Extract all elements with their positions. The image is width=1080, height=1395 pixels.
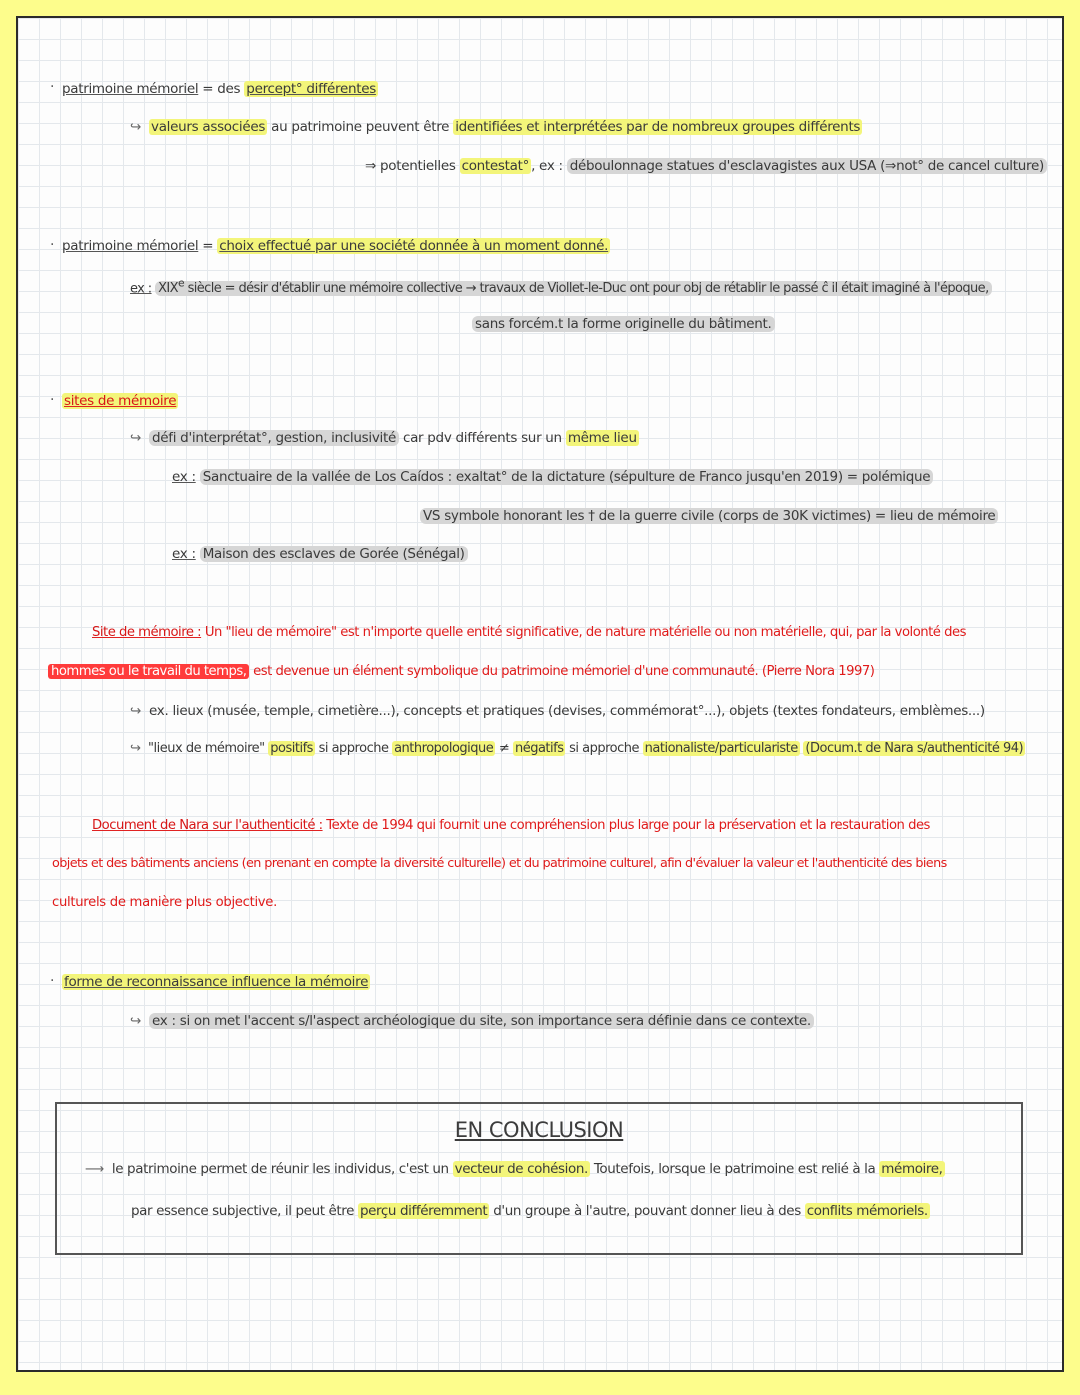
section3-line4 xyxy=(420,508,998,524)
definition-term: Document de Nara sur l'authenticité : xyxy=(92,818,323,833)
heading-term: sites de mémoire xyxy=(64,393,177,409)
highlight-text: conflits mémoriels. xyxy=(806,1203,928,1219)
section2-line3 xyxy=(472,316,775,332)
ex-label: ex : xyxy=(130,281,152,297)
highlight-text: contestat° xyxy=(461,158,530,174)
plain-text: siècle = désir d'établir une mémoire collective → travaux de Viollet-le-Duc ont pour obj de rétablir le passé ĉ il était imaginé à l'époque, xyxy=(187,281,989,297)
definition-text: Texte de 1994 qui fournit une compréhension plus large pour la préservation et la restauration des xyxy=(326,818,930,833)
highlight-text: mémoire, xyxy=(881,1161,943,1177)
plain-text: ex. lieux (musée, temple, cimetière...), concepts et pratiques (devises, commémorat°...), objets (textes fondateurs, emblèmes...) xyxy=(149,703,985,719)
definition-text: Un "lieu de mémoire" est n'importe quelle entité significative, de nature matérielle ou non matérielle, qui, par la volonté des xyxy=(204,625,966,640)
heading-highlight: choix effectué par une société donnée à un moment donné. xyxy=(219,238,609,254)
ex-label: ex : xyxy=(172,546,196,562)
plain-text: Toutefois, lorsque le patrimoine est relié à la xyxy=(593,1161,876,1177)
section3-line3 xyxy=(172,469,933,485)
section2-line2 xyxy=(130,277,992,296)
conclusion-title-text: EN CONCLUSION xyxy=(454,1118,624,1142)
heading-sep: = xyxy=(202,238,214,254)
plain-text: au patrimoine peuvent être xyxy=(271,119,450,135)
plain-text: le patrimoine permet de réunir les individus, c'est un xyxy=(111,1161,449,1177)
definition2-line2 xyxy=(52,856,947,871)
grey-highlight-text: ex : si on met l'accent s/l'aspect archéologique du site, son importance sera définie dans ce contexte. xyxy=(149,1013,814,1029)
definition-text: est devenue un élément symbolique du patrimoine mémoriel d'une communauté. (Pierre Nora 1997) xyxy=(253,664,875,679)
grey-highlight-text: déboulonnage statues d'esclavagistes aux USA (⇒not° de cancel culture) xyxy=(567,158,1047,174)
section1-line3 xyxy=(365,158,1047,174)
grey-highlight-text: Sanctuaire de la vallée de Los Caídos : exaltat° de la dictature (sépulture de Franco jusqu'en 2019) = polémique xyxy=(200,469,934,485)
definition1-ex-line xyxy=(130,703,985,719)
definition2-line1 xyxy=(92,818,930,833)
highlight-text: identifiées et interprétées par de nombreux groupes différents xyxy=(455,119,861,135)
section1-line2 xyxy=(130,119,862,135)
definition2-line3 xyxy=(52,895,277,910)
hook-arrow-icon: ↪ xyxy=(130,741,141,756)
heading-highlight: forme de reconnaissance influence la mémoire xyxy=(64,974,369,990)
plain-text: ⇒ potentielles xyxy=(365,158,456,174)
ex-label: ex : xyxy=(172,469,196,485)
definition1-line1 xyxy=(92,625,966,640)
hook-arrow-icon: ↪ xyxy=(130,119,142,135)
conclusion-line1 xyxy=(85,1161,945,1177)
century: XIX xyxy=(158,281,178,297)
hook-arrow-icon: ↪ xyxy=(130,430,142,446)
heading-term: patrimoine mémoriel xyxy=(62,81,199,97)
conclusion-box xyxy=(55,1102,1023,1255)
heading-highlight: percept° différentes xyxy=(246,81,376,97)
definition-term: Site de mémoire : xyxy=(92,625,202,640)
grey-highlight-text: sans forcém.t la forme originelle du bâtiment. xyxy=(472,316,775,332)
plain-text: par essence subjective, il peut être xyxy=(131,1203,355,1219)
section1-heading xyxy=(62,81,378,97)
conclusion-line2 xyxy=(131,1203,930,1219)
grey-highlight-text: VS symbole honorant les † de la guerre civile (corps de 30K victimes) = lieu de mémoire xyxy=(420,508,998,524)
highlight-text: nationaliste/particulariste xyxy=(644,741,798,756)
definition1-line2 xyxy=(48,664,874,679)
red-highlight-text: hommes ou le travail du temps, xyxy=(48,664,249,679)
section2-heading xyxy=(62,238,610,254)
grey-highlight-text xyxy=(155,277,991,297)
bullet-dot: · xyxy=(50,973,55,989)
bullet-dot: · xyxy=(50,237,55,253)
section4-line2 xyxy=(130,1013,814,1029)
highlight-text: négatifs xyxy=(514,741,564,756)
grey-highlight-text: Maison des esclaves de Gorée (Sénégal) xyxy=(200,546,468,562)
plain-text: d'un groupe à l'autre, pouvant donner lieu à des xyxy=(493,1203,801,1219)
highlight-text: valeurs associées xyxy=(151,119,266,135)
highlight-text: positifs xyxy=(270,741,313,756)
plain-text: si approche xyxy=(318,741,389,756)
highlight-text: (Docum.t de Nara s/authenticité 94) xyxy=(805,741,1024,756)
section3-line5 xyxy=(172,546,468,562)
section3-line2 xyxy=(130,430,639,446)
definition1-line4 xyxy=(130,741,1025,756)
hook-arrow-icon: ↪ xyxy=(130,703,142,719)
plain-text: ≠ xyxy=(498,741,510,756)
definition-text: objets et des bâtiments anciens (en prenant en compte la diversité culturelle) et du patrimoine culturel, afin d'évaluer la valeur et l'authenticité des biens xyxy=(52,856,947,871)
section4-heading xyxy=(62,974,370,990)
plain-text: car pdv différents sur un xyxy=(402,430,562,446)
century-sup: e xyxy=(177,277,185,290)
grey-highlight-text: défi d'interprétat°, gestion, inclusivité xyxy=(149,430,399,446)
plain-text: , ex : xyxy=(531,158,563,174)
bullet-dot: · xyxy=(50,392,55,408)
definition-text: culturels de manière plus objective. xyxy=(52,895,278,910)
highlight-text: anthropologique xyxy=(394,741,494,756)
bullet-dot: · xyxy=(50,79,55,95)
plain-text: si approche xyxy=(569,741,640,756)
heading-sep: = des xyxy=(202,81,241,97)
conclusion-title xyxy=(57,1118,1021,1142)
hook-arrow-icon: ↪ xyxy=(130,1013,142,1029)
plain-text: "lieux de mémoire" xyxy=(148,741,265,756)
heading-term: patrimoine mémoriel xyxy=(62,238,199,254)
highlight-text: perçu différemment xyxy=(359,1203,488,1219)
section3-heading xyxy=(62,393,178,409)
highlight-text: vecteur de cohésion. xyxy=(454,1161,588,1177)
long-arrow-icon: ⟶ xyxy=(85,1161,104,1177)
highlight-text: même lieu xyxy=(567,430,637,446)
